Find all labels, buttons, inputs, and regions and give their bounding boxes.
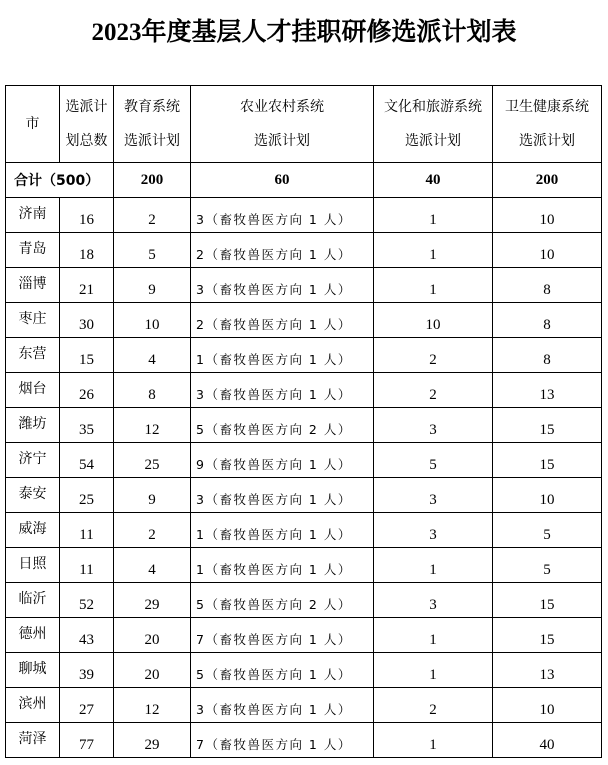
table-row [6, 478, 602, 513]
culture-tourism-cell: 1 [374, 653, 493, 688]
total-health: 200 [493, 163, 602, 198]
city-cell: 济宁 [6, 443, 60, 478]
city-cell: 烟台 [6, 373, 60, 408]
plan-table [5, 85, 602, 758]
city-cell: 东营 [6, 338, 60, 373]
city-cell: 青岛 [6, 233, 60, 268]
agriculture-cell: 1（畜牧兽医方向 1 人） [191, 513, 374, 548]
culture-tourism-cell: 2 [374, 688, 493, 723]
culture-tourism-cell: 2 [374, 338, 493, 373]
table-row [6, 338, 602, 373]
total-plan-cell: 11 [60, 548, 114, 583]
agriculture-cell: 5（畜牧兽医方向 1 人） [191, 653, 374, 688]
education-cell: 12 [114, 688, 191, 723]
culture-tourism-cell: 1 [374, 233, 493, 268]
header-city: 市 [6, 86, 60, 163]
total-plan-cell: 27 [60, 688, 114, 723]
culture-tourism-cell: 10 [374, 303, 493, 338]
health-cell: 15 [493, 408, 602, 443]
city-cell: 潍坊 [6, 408, 60, 443]
total-label: 合计（500） [6, 163, 114, 198]
culture-tourism-cell: 5 [374, 443, 493, 478]
table-row [6, 268, 602, 303]
education-cell: 4 [114, 338, 191, 373]
city-cell: 德州 [6, 618, 60, 653]
total-plan-cell: 30 [60, 303, 114, 338]
table-row [6, 303, 602, 338]
city-cell: 淄博 [6, 268, 60, 303]
education-cell: 10 [114, 303, 191, 338]
health-cell: 10 [493, 198, 602, 233]
table-row [6, 583, 602, 618]
table-row [6, 723, 602, 758]
education-cell: 29 [114, 723, 191, 758]
agriculture-cell: 3（畜牧兽医方向 1 人） [191, 198, 374, 233]
total-plan-cell: 52 [60, 583, 114, 618]
city-cell: 枣庄 [6, 303, 60, 338]
education-cell: 20 [114, 618, 191, 653]
culture-tourism-cell: 1 [374, 723, 493, 758]
table-row [6, 373, 602, 408]
health-cell: 40 [493, 723, 602, 758]
city-cell: 菏泽 [6, 723, 60, 758]
health-cell: 8 [493, 303, 602, 338]
header-total-plan: 选派计 划总数 [60, 86, 114, 163]
table-row [6, 548, 602, 583]
agriculture-cell: 9（畜牧兽医方向 1 人） [191, 443, 374, 478]
header-education: 教育系统 选派计划 [114, 86, 191, 163]
total-plan-cell: 21 [60, 268, 114, 303]
agriculture-cell: 2（畜牧兽医方向 1 人） [191, 233, 374, 268]
health-cell: 15 [493, 618, 602, 653]
total-row [6, 163, 602, 198]
total-plan-cell: 35 [60, 408, 114, 443]
education-cell: 4 [114, 548, 191, 583]
culture-tourism-cell: 3 [374, 513, 493, 548]
table-row [6, 408, 602, 443]
agriculture-cell: 2（畜牧兽医方向 1 人） [191, 303, 374, 338]
agriculture-cell: 7（畜牧兽医方向 1 人） [191, 618, 374, 653]
culture-tourism-cell: 3 [374, 478, 493, 513]
culture-tourism-cell: 1 [374, 198, 493, 233]
city-cell: 日照 [6, 548, 60, 583]
health-cell: 10 [493, 688, 602, 723]
total-plan-cell: 54 [60, 443, 114, 478]
header-health: 卫生健康系统 选派计划 [493, 86, 602, 163]
culture-tourism-cell: 1 [374, 268, 493, 303]
total-agriculture: 60 [191, 163, 374, 198]
health-cell: 13 [493, 373, 602, 408]
education-cell: 8 [114, 373, 191, 408]
health-cell: 13 [493, 653, 602, 688]
education-cell: 2 [114, 513, 191, 548]
header-culture-tourism: 文化和旅游系统 选派计划 [374, 86, 493, 163]
health-cell: 10 [493, 478, 602, 513]
health-cell: 5 [493, 548, 602, 583]
education-cell: 9 [114, 478, 191, 513]
health-cell: 10 [493, 233, 602, 268]
city-cell: 泰安 [6, 478, 60, 513]
total-plan-cell: 26 [60, 373, 114, 408]
agriculture-cell: 5（畜牧兽医方向 2 人） [191, 408, 374, 443]
culture-tourism-cell: 3 [374, 408, 493, 443]
agriculture-cell: 5（畜牧兽医方向 2 人） [191, 583, 374, 618]
education-cell: 29 [114, 583, 191, 618]
health-cell: 15 [493, 443, 602, 478]
health-cell: 8 [493, 268, 602, 303]
agriculture-cell: 1（畜牧兽医方向 1 人） [191, 548, 374, 583]
education-cell: 5 [114, 233, 191, 268]
education-cell: 2 [114, 198, 191, 233]
page-title: 2023年度基层人才挂职研修选派计划表 [91, 19, 517, 46]
education-cell: 25 [114, 443, 191, 478]
agriculture-cell: 3（畜牧兽医方向 1 人） [191, 478, 374, 513]
total-plan-cell: 77 [60, 723, 114, 758]
total-plan-cell: 15 [60, 338, 114, 373]
table-row [6, 688, 602, 723]
culture-tourism-cell: 2 [374, 373, 493, 408]
agriculture-cell: 3（畜牧兽医方向 1 人） [191, 373, 374, 408]
city-cell: 威海 [6, 513, 60, 548]
education-cell: 12 [114, 408, 191, 443]
total-plan-cell: 11 [60, 513, 114, 548]
header-agriculture: 农业农村系统 选派计划 [191, 86, 374, 163]
table-row [6, 513, 602, 548]
table-row [6, 233, 602, 268]
total-culture-tourism: 40 [374, 163, 493, 198]
city-cell: 济南 [6, 198, 60, 233]
table-row [6, 618, 602, 653]
city-cell: 聊城 [6, 653, 60, 688]
agriculture-cell: 7（畜牧兽医方向 1 人） [191, 723, 374, 758]
health-cell: 8 [493, 338, 602, 373]
city-cell: 临沂 [6, 583, 60, 618]
table-row [6, 198, 602, 233]
health-cell: 5 [493, 513, 602, 548]
header-row [6, 86, 602, 163]
table-row [6, 443, 602, 478]
table-row [6, 653, 602, 688]
culture-tourism-cell: 1 [374, 548, 493, 583]
total-plan-cell: 43 [60, 618, 114, 653]
total-plan-cell: 18 [60, 233, 114, 268]
education-cell: 9 [114, 268, 191, 303]
agriculture-cell: 1（畜牧兽医方向 1 人） [191, 338, 374, 373]
education-cell: 20 [114, 653, 191, 688]
total-education: 200 [114, 163, 191, 198]
city-cell: 滨州 [6, 688, 60, 723]
culture-tourism-cell: 1 [374, 618, 493, 653]
culture-tourism-cell: 3 [374, 583, 493, 618]
agriculture-cell: 3（畜牧兽医方向 1 人） [191, 688, 374, 723]
total-plan-cell: 39 [60, 653, 114, 688]
total-plan-cell: 25 [60, 478, 114, 513]
health-cell: 15 [493, 583, 602, 618]
total-plan-cell: 16 [60, 198, 114, 233]
agriculture-cell: 3（畜牧兽医方向 1 人） [191, 268, 374, 303]
